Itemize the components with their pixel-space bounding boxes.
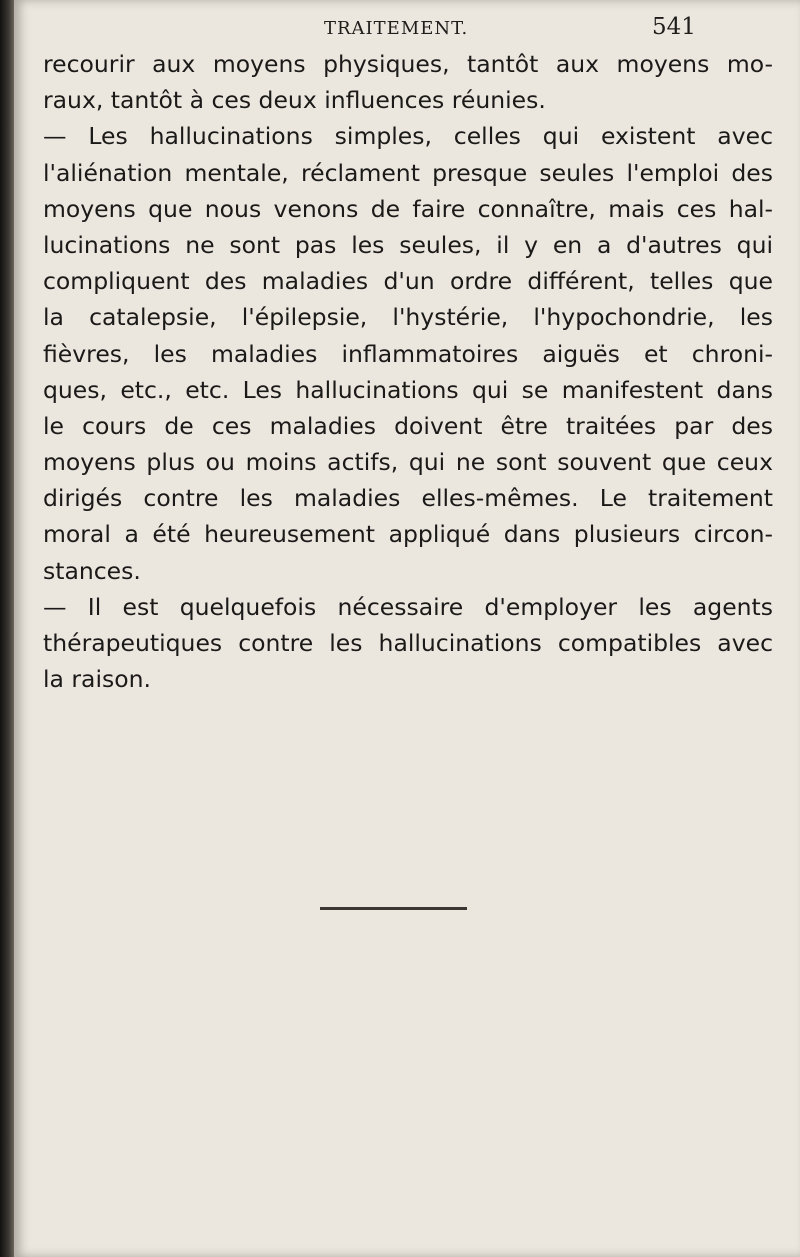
- text-line: l'aliénation mentale, réclament presque seules l'emploi des: [43, 158, 773, 187]
- book-binding-edge: [0, 0, 14, 1257]
- running-head: [14, 14, 800, 44]
- text-line: stances.: [43, 556, 141, 585]
- text-line: la catalepsie, l'épilepsie, l'hystérie, l'hypochondrie, les: [43, 303, 773, 332]
- section-end-rule: [320, 907, 467, 910]
- text-line: — Les hallucinations simples, celles qui existent avec: [43, 122, 773, 151]
- body-text: [43, 46, 773, 697]
- text-line: raux, tantôt à ces deux influences réunies.: [43, 86, 546, 115]
- text-line: le cours de ces maladies doivent être traitées par des: [43, 411, 773, 440]
- text-line: thérapeutiques contre les hallucinations compatibles avec: [43, 629, 773, 657]
- page-number: 541: [652, 14, 696, 40]
- text-line: ques, etc., etc. Les hallucinations qui se manifestent dans: [43, 375, 773, 404]
- text-line: compliquent des maladies d'un ordre différent, telles que: [43, 267, 773, 296]
- running-title: TRAITEMENT.: [324, 18, 469, 39]
- text-line: fièvres, les maladies inflammatoires aiguës et chroni-: [43, 339, 773, 368]
- text-line: dirigés contre les maladies elles-mêmes. Le traitement: [43, 484, 773, 513]
- text-line: — Il est quelquefois nécessaire d'employer les agents: [43, 592, 773, 621]
- text-line: recourir aux moyens physiques, tantôt aux moyens mo-: [43, 50, 773, 78]
- book-page: [14, 0, 800, 1257]
- text-line: la raison.: [43, 665, 151, 694]
- text-line: lucinations ne sont pas les seules, il y en a d'autres qui: [43, 230, 773, 259]
- text-line: moyens que nous venons de faire connaître, mais ces hal-: [43, 194, 773, 223]
- text-line: moral a été heureusement appliqué dans plusieurs circon-: [43, 520, 773, 549]
- text-line: moyens plus ou moins actifs, qui ne sont souvent que ceux: [43, 448, 773, 477]
